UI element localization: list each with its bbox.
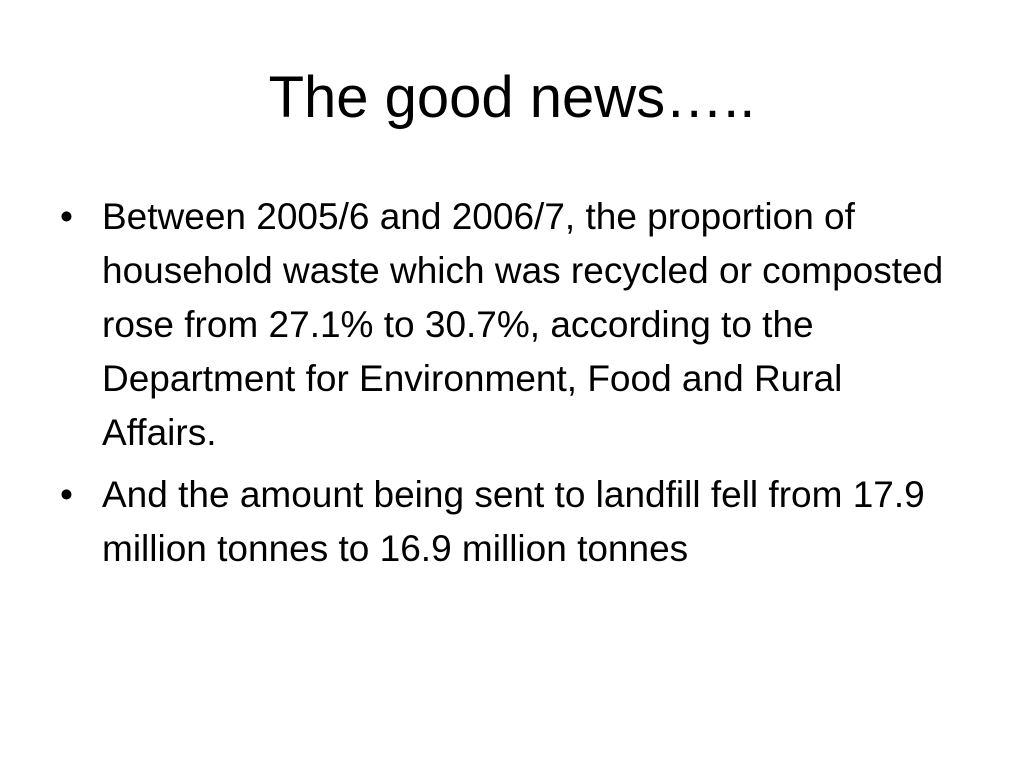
slide-title: The good news….. xyxy=(268,65,756,130)
bullet-dot-icon: • xyxy=(60,474,73,515)
bullet-text: And the amount being sent to landfill fell from 17.9 million tonnes to 16.9 million tonnes xyxy=(102,474,925,569)
bullet-item xyxy=(60,190,965,460)
bullet-item xyxy=(60,468,965,576)
bullet-dot-icon: • xyxy=(60,196,73,237)
bullet-list xyxy=(60,190,965,584)
bullet-text: Between 2005/6 and 2006/7, the proportion of household waste which was recycled or composted rose from 27.1% to 30.7%, according to the Department for Environment, Food and Rural Affairs. xyxy=(102,196,944,453)
